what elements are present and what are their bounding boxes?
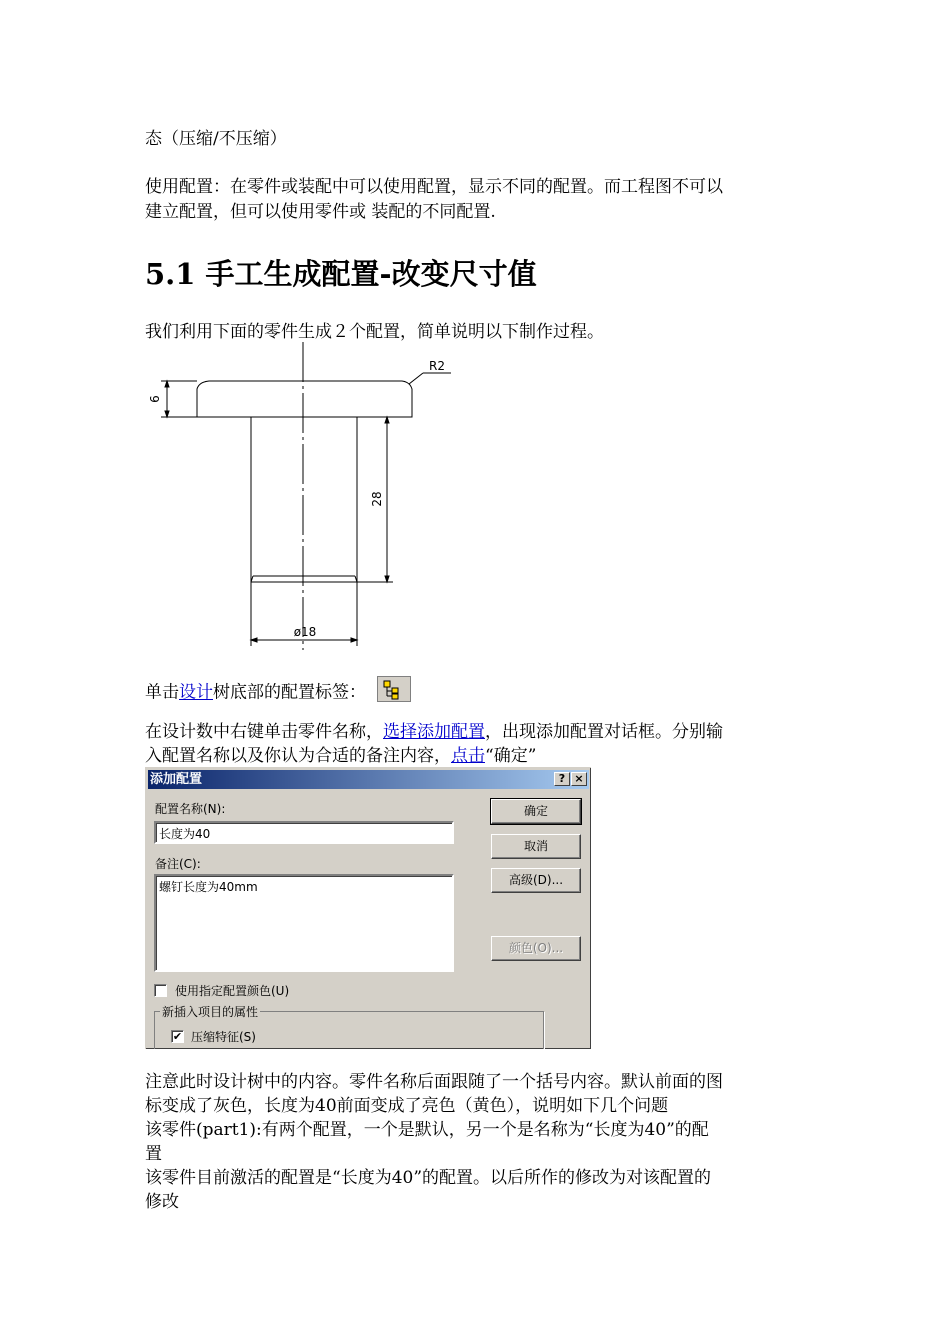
text: 单击 <box>145 682 179 703</box>
configuration-tab-icon[interactable] <box>377 676 411 702</box>
length-label: 28 <box>370 491 384 507</box>
use-color-label: 使用指定配置颜色(U) <box>175 984 290 998</box>
paragraph-config-use-2: 建立配置，但可以使用零件或 装配的不同配置. <box>145 202 496 222</box>
paragraph-active-1: 该零件目前激活的配置是“长度为40”的配置。以后所作的修改为对该配置的 <box>145 1168 712 1188</box>
part-drawing <box>145 342 460 650</box>
suppress-features-checkbox[interactable]: ✔ <box>172 1030 183 1043</box>
paragraph-active-2: 修改 <box>145 1192 179 1212</box>
click-link[interactable]: 点击 <box>451 746 485 766</box>
ok-button[interactable]: 确定 <box>491 799 581 824</box>
select-add-config-link[interactable]: 选择添加配置 <box>383 722 485 742</box>
head-thickness-label: 6 <box>148 395 162 403</box>
group-title: 新插入项目的属性 <box>162 1005 259 1019</box>
config-name-input[interactable]: 长度为40 <box>154 821 454 844</box>
text: 入配置名称以及你认为合适的备注内容， <box>145 746 451 766</box>
comment-textarea[interactable]: 螺钉长度为40mm <box>154 874 454 972</box>
text: “确定” <box>485 746 537 766</box>
text: 在设计数中右键单击零件名称， <box>145 722 383 742</box>
section-heading: 5.1 手工生成配置-改变尺寸值 <box>145 257 537 291</box>
name-label: 配置名称(N): <box>155 802 226 816</box>
paragraph-add-config-2 <box>145 744 536 768</box>
diameter-label: ø18 <box>293 625 317 639</box>
suppress-features-label: 压缩特征(S) <box>191 1030 256 1044</box>
radius-label: R2 <box>429 359 445 373</box>
paragraph-add-config-1 <box>145 720 723 744</box>
close-button[interactable]: × <box>571 772 587 786</box>
advanced-button[interactable]: 高级(D)... <box>491 868 581 893</box>
dialog-title-bar <box>148 770 589 789</box>
paragraph-part-2: 置 <box>145 1144 162 1164</box>
paragraph-config-tab <box>145 680 411 706</box>
paragraph-note-1: 注意此时设计树中的内容。零件名称后面跟随了一个括号内容。默认前面的图 <box>145 1072 723 1092</box>
paragraph-part-1: 该零件(part1):有两个配置，一个是默认，另一个是名称为“长度为40”的配 <box>145 1120 709 1140</box>
paragraph-config-use-1: 使用配置：在零件或装配中可以使用配置，显示不同的配置。而工程图不可以 <box>145 177 723 197</box>
text: ，出现添加配置对话框。分别输 <box>485 722 723 742</box>
comment-label: 备注(C): <box>155 857 201 871</box>
cancel-button[interactable]: 取消 <box>491 834 581 859</box>
text: 树底部的配置标签： <box>213 682 366 703</box>
paragraph-intro: 我们利用下面的零件生成２个配置，简单说明以下制作过程。 <box>145 322 604 342</box>
help-button[interactable]: ? <box>554 772 570 786</box>
use-color-checkbox[interactable] <box>154 984 167 997</box>
design-link[interactable]: 设计 <box>179 682 213 703</box>
paragraph-note-2: 标变成了灰色，长度为40前面变成了亮色（黄色），说明如下几个问题 <box>145 1096 669 1116</box>
dialog-title: 添加配置 <box>150 772 203 787</box>
paragraph-suppress-state: 态（压缩/不压缩） <box>145 129 287 149</box>
color-button[interactable]: 颜色(O)... <box>491 936 581 961</box>
add-configuration-dialog <box>145 767 591 1049</box>
